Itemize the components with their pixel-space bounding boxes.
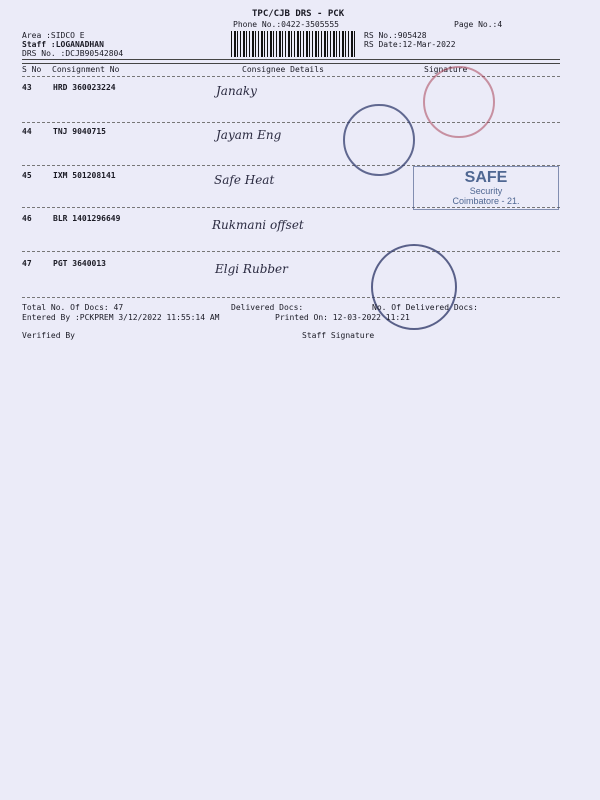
delivered-docs: Delivered Docs: xyxy=(231,303,304,312)
page-number: Page No.:4 xyxy=(454,20,503,29)
consignee-handwriting: Jayam Eng xyxy=(216,128,282,142)
printed-on: Printed On: 12-03-2022 11:21 xyxy=(275,313,410,322)
rs-number: RS No.:905428 xyxy=(364,31,427,40)
row-sno: 43 xyxy=(22,83,32,92)
row-sno: 44 xyxy=(22,127,32,136)
row-consignment: HRD 360023224 xyxy=(53,83,116,92)
row-sno: 46 xyxy=(22,214,32,223)
total-docs: Total No. Of Docs: 47 xyxy=(22,303,124,312)
document-title: TPC/CJB DRS - PCK xyxy=(252,9,345,19)
entered-by: Entered By :PCKPREM 3/12/2022 11:55:14 AM xyxy=(22,313,220,322)
safe-stamp-city: Coimbatore - 21. xyxy=(452,196,520,206)
col-consignment: Consignment No xyxy=(52,65,120,74)
row-consignment: PGT 3640013 xyxy=(53,259,106,268)
header-rule xyxy=(22,59,560,64)
barcode xyxy=(231,31,357,57)
consignee-handwriting: Janaky xyxy=(216,84,257,98)
col-consignee: Consignee Details xyxy=(242,65,324,74)
phone-number: Phone No.:0422-3505555 xyxy=(233,20,339,29)
row-consignment: BLR 1401296649 xyxy=(53,214,121,223)
staff-label: Staff :LOGANADHAN xyxy=(22,40,104,49)
consignee-handwriting: Safe Heat xyxy=(214,173,275,187)
consignee-handwriting: Rukmani offset xyxy=(212,218,304,232)
safe-security-stamp xyxy=(413,166,559,210)
company-seal xyxy=(423,66,495,138)
safe-stamp-title: SAFE xyxy=(464,169,508,186)
safe-stamp-sub: Security xyxy=(469,186,503,196)
divider xyxy=(22,297,560,298)
row-consignment: TNJ 9040715 xyxy=(53,127,106,136)
verified-by: Verified By xyxy=(22,331,75,340)
row-sno: 45 xyxy=(22,171,32,180)
col-sno: S No xyxy=(22,65,42,74)
divider xyxy=(22,251,560,252)
undelivered-docs: No. Of Delivered Docs: xyxy=(372,303,478,312)
drs-number: DRS No. :DCJB90542804 xyxy=(22,49,124,58)
staff-signature: Staff Signature xyxy=(302,331,375,340)
consignee-handwriting: Elgi Rubber xyxy=(215,262,288,276)
col-signature: Signature xyxy=(424,65,468,74)
row-sno: 47 xyxy=(22,259,32,268)
area-label: Area :SIDCO E xyxy=(22,31,85,40)
engineering-seal xyxy=(343,104,415,176)
row-consignment: IXM 501208141 xyxy=(53,171,116,180)
rs-date: RS Date:12-Mar-2022 xyxy=(364,40,456,49)
